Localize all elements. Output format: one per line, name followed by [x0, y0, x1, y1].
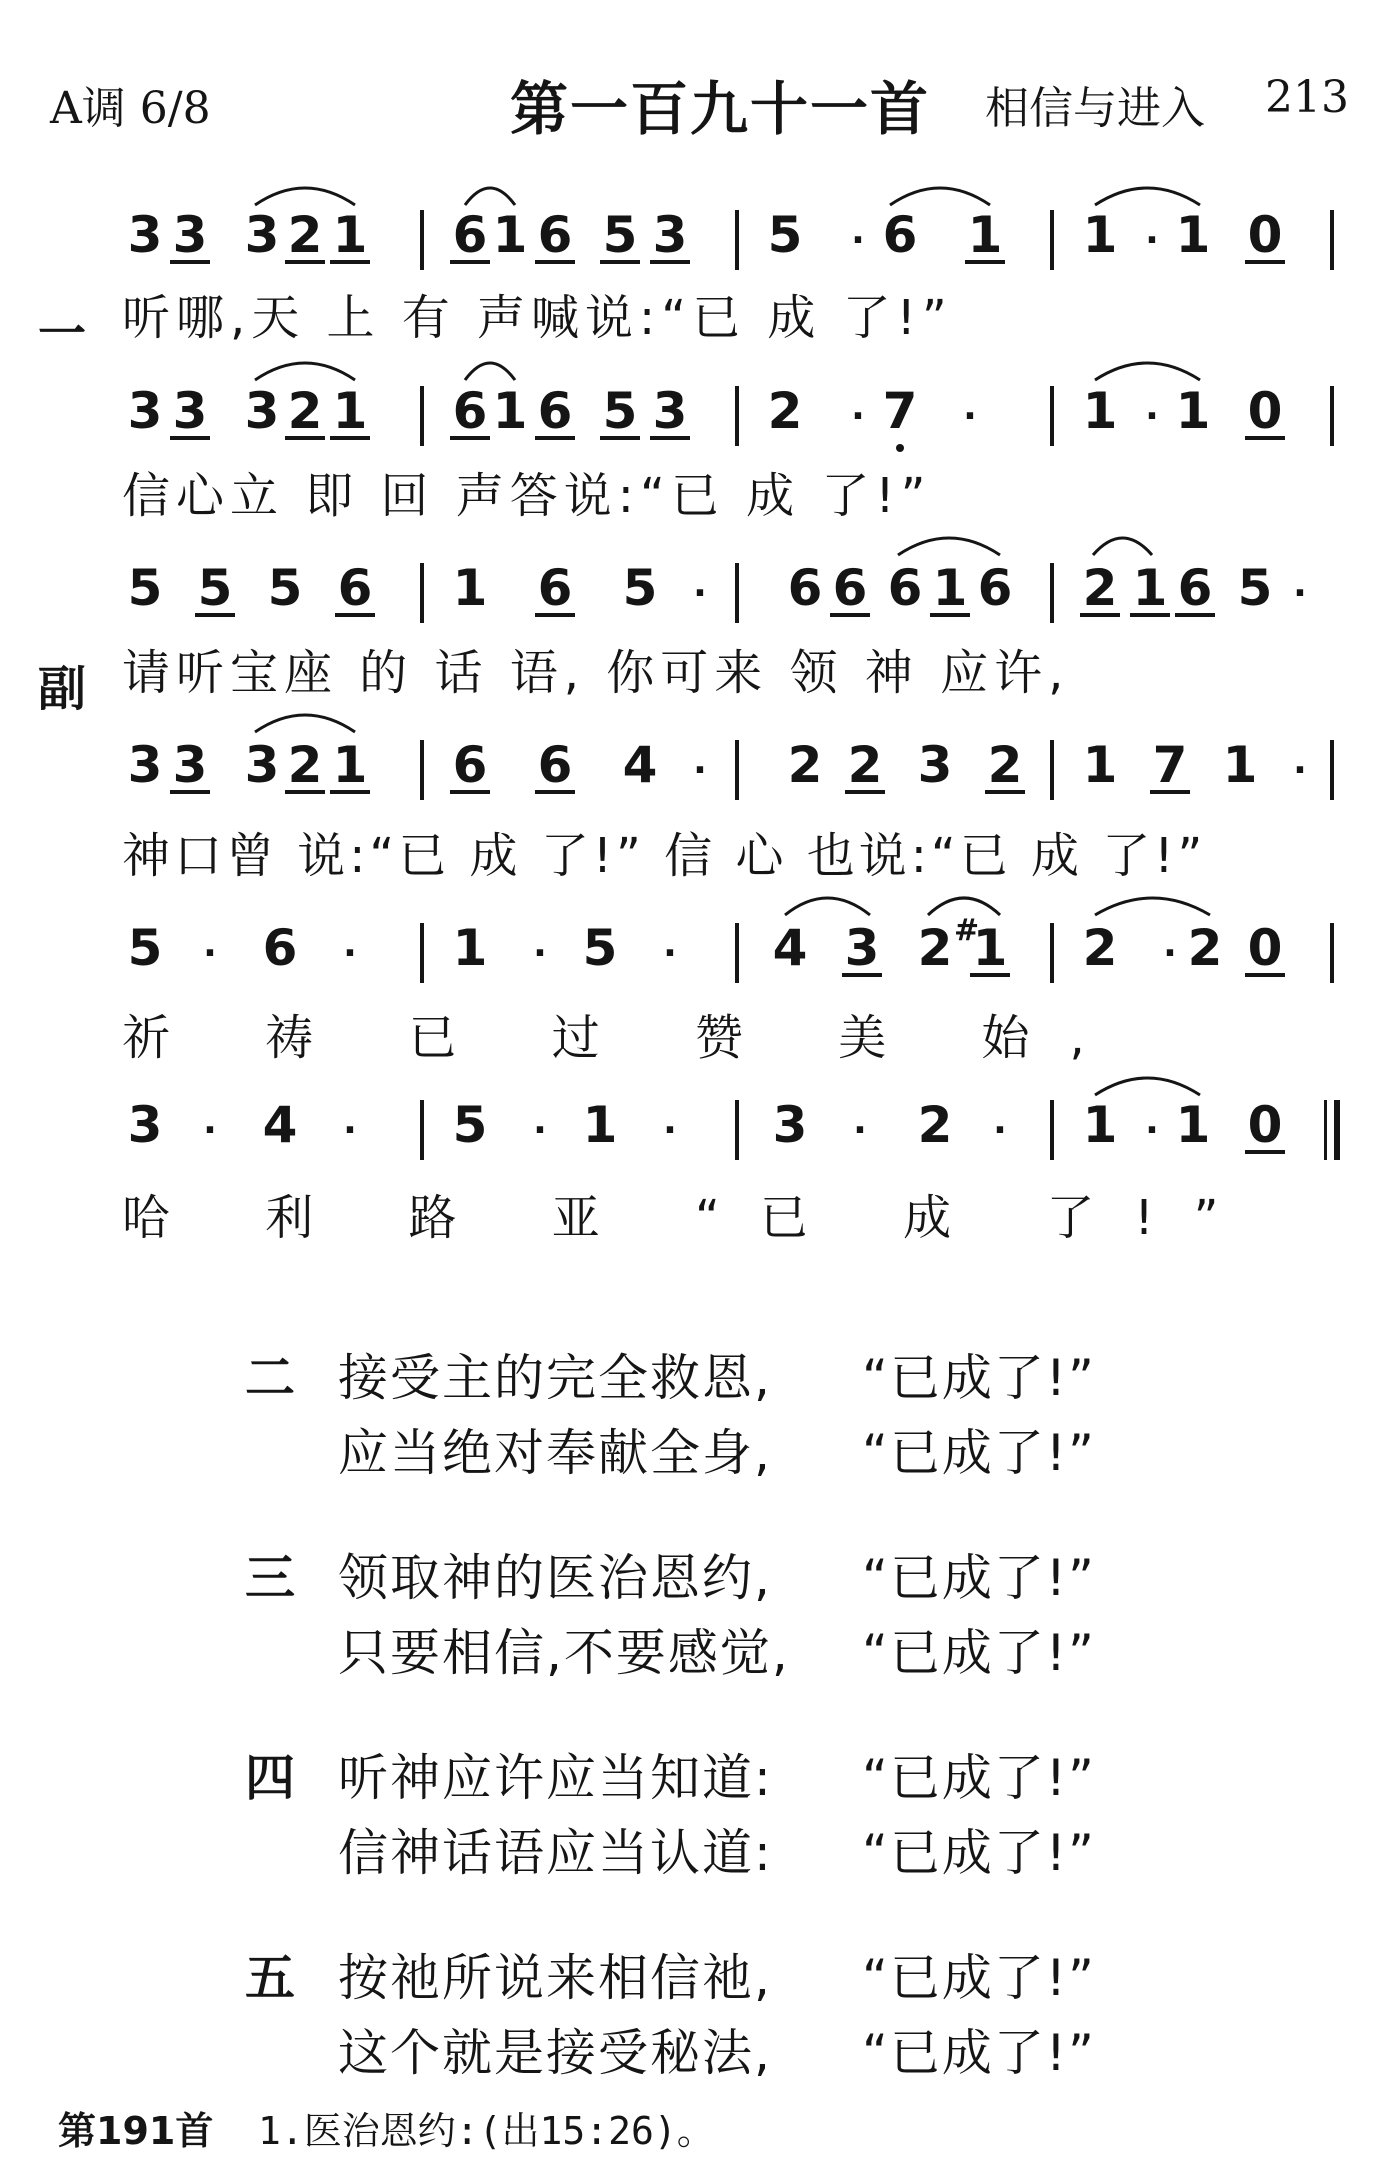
slur	[255, 715, 355, 732]
slur	[1095, 188, 1200, 205]
lyrics-row-2: 信心立 即 回 声答说:“已 成 了!”	[122, 468, 932, 524]
note: 1	[1175, 206, 1211, 264]
slur	[255, 188, 355, 205]
note: 2	[285, 740, 325, 794]
verse-label-3: 三	[245, 1549, 295, 1607]
slur	[890, 188, 990, 205]
note: 1	[1082, 736, 1118, 794]
slur	[1095, 363, 1200, 380]
lyrics-row-6: 哈 利 路 亚 “已 成 了!”	[122, 1190, 1259, 1246]
slur	[1093, 538, 1152, 555]
verse-5-refrain-2: “已成了!”	[862, 2024, 1096, 2082]
note: 3	[170, 740, 210, 794]
lyrics-row-5: 祈 祷 已 过 赞 美 始,	[122, 1010, 1125, 1066]
note: 1	[965, 210, 1005, 264]
note: 3	[127, 736, 163, 794]
note: 1	[492, 206, 528, 264]
note: 6	[450, 210, 490, 264]
sharp-sign: #	[954, 913, 980, 948]
note: 3	[170, 386, 210, 440]
note: 1	[970, 923, 1010, 977]
note: 0	[1245, 1100, 1285, 1154]
page-number: 213	[1265, 72, 1349, 123]
note: 7	[1150, 740, 1190, 794]
note: 0	[1245, 386, 1285, 440]
note: 2	[845, 740, 885, 794]
note: 3	[772, 1096, 808, 1154]
note: 2	[767, 382, 803, 440]
duration-dot: ·	[533, 1110, 547, 1151]
duration-dot: ·	[851, 396, 865, 437]
note: 3	[170, 210, 210, 264]
note: 2	[985, 740, 1025, 794]
note: 6	[787, 559, 823, 617]
verse-4-refrain-2: “已成了!”	[862, 1824, 1096, 1882]
duration-dot: ·	[851, 220, 865, 261]
note: 2	[917, 1096, 953, 1154]
verse-label-4: 四	[245, 1749, 295, 1807]
note: 3	[127, 1096, 163, 1154]
duration-dot: ·	[1293, 573, 1307, 614]
verse-5-refrain-1: “已成了!”	[862, 1949, 1096, 2007]
note: 1	[330, 210, 370, 264]
note: 1	[492, 382, 528, 440]
note: 1	[330, 740, 370, 794]
duration-dot: ·	[203, 1110, 217, 1151]
verse-3-refrain-2: “已成了!”	[862, 1624, 1096, 1682]
note: 2	[285, 210, 325, 264]
note: 5	[600, 210, 640, 264]
verse-2-line-1: 接受主的完全救恩,	[338, 1349, 772, 1407]
slur	[1095, 898, 1210, 915]
slur	[928, 898, 1000, 915]
duration-dot: ·	[963, 396, 977, 437]
note: 1	[1130, 563, 1170, 617]
note: 5	[452, 1096, 488, 1154]
note: 1	[330, 386, 370, 440]
note: 6	[535, 740, 575, 794]
duration-dot: ·	[1163, 933, 1177, 974]
note: 6	[450, 386, 490, 440]
note: 1	[1082, 206, 1118, 264]
duration-dot: ·	[1145, 396, 1159, 437]
slur	[785, 898, 870, 915]
note: 2	[787, 736, 823, 794]
note: 4	[262, 1096, 298, 1154]
slur	[465, 188, 515, 205]
note: 7	[882, 382, 918, 440]
note: 5	[600, 386, 640, 440]
duration-dot: ·	[993, 1110, 1007, 1151]
note: 3	[244, 736, 280, 794]
verse-4-line-1: 听神应许应当知道:	[338, 1749, 773, 1807]
duration-dot: ·	[853, 1110, 867, 1151]
slur	[465, 363, 515, 380]
note: 6	[450, 740, 490, 794]
note: 3	[244, 382, 280, 440]
note: 1	[1222, 736, 1258, 794]
note: 6	[887, 559, 923, 617]
note: 5	[127, 559, 163, 617]
note: 1	[930, 563, 970, 617]
note: 2	[1187, 919, 1223, 977]
verse-2-refrain-2: “已成了!”	[862, 1424, 1096, 1482]
key-signature: A调 6/8	[50, 83, 211, 134]
note: 5	[267, 559, 303, 617]
note: 5	[195, 563, 235, 617]
hymn-category: 相信与进入	[985, 83, 1205, 134]
hymn-title: 第一百九十一首	[510, 75, 931, 143]
duration-dot: ·	[1145, 1110, 1159, 1151]
note: 3	[650, 386, 690, 440]
verse-5-line-2: 这个就是接受秘法,	[338, 2024, 772, 2082]
note: 2	[1082, 919, 1118, 977]
note: 4	[622, 736, 658, 794]
duration-dot: ·	[533, 933, 547, 974]
slur	[1095, 1078, 1200, 1095]
note: 2	[1080, 563, 1120, 617]
lyrics-row-1: 听哪,天 上 有 声喊说:“已 成 了!”	[122, 290, 953, 346]
verse-2-line-2: 应当绝对奉献全身,	[338, 1424, 772, 1482]
note: 5	[767, 206, 803, 264]
note: 1	[1082, 1096, 1118, 1154]
note: 0	[1245, 210, 1285, 264]
verse-2-refrain-1: “已成了!”	[862, 1349, 1096, 1407]
note: 5	[127, 919, 163, 977]
note: 6	[262, 919, 298, 977]
slur	[255, 363, 355, 380]
note: 5	[1237, 559, 1273, 617]
note: 6	[335, 563, 375, 617]
note: 1	[1175, 382, 1211, 440]
note: 6	[882, 206, 918, 264]
verse-number-1: 一	[38, 306, 87, 362]
duration-dot: ·	[663, 1110, 677, 1151]
note: 1	[582, 1096, 618, 1154]
note: 6	[1175, 563, 1215, 617]
lyrics-row-3: 请听宝座 的 话 语, 你可来 领 神 应许,	[122, 645, 1070, 701]
note: 1	[452, 559, 488, 617]
note: 5	[622, 559, 658, 617]
note: 6	[535, 563, 575, 617]
note: 6	[977, 559, 1013, 617]
note: 1	[452, 919, 488, 977]
verse-label-5: 五	[245, 1949, 295, 2007]
duration-dot: ·	[203, 933, 217, 974]
verse-3-line-2: 只要相信,不要感觉,	[338, 1624, 790, 1682]
note: 6	[830, 563, 870, 617]
lyrics-row-4: 神口曾 说:“已 成 了!” 信 心 也说:“已 成 了!”	[122, 828, 1207, 884]
note: 3	[917, 736, 953, 794]
duration-dot: ·	[693, 573, 707, 614]
verse-label-2: 二	[245, 1349, 295, 1407]
note: 0	[1245, 923, 1285, 977]
note: 1	[1175, 1096, 1211, 1154]
verse-5-line-1: 按祂所说来相信祂,	[338, 1949, 772, 2007]
note: 2	[917, 919, 953, 977]
verse-4-line-2: 信神话语应当认道:	[338, 1824, 773, 1882]
verse-3-line-1: 领取神的医治恩约,	[338, 1549, 772, 1607]
duration-dot: ·	[1293, 750, 1307, 791]
chorus-label: 副	[38, 661, 87, 717]
verse-3-refrain-1: “已成了!”	[862, 1549, 1096, 1607]
duration-dot: ·	[1145, 220, 1159, 261]
note: 6	[535, 386, 575, 440]
slur	[898, 538, 1000, 555]
note: 3	[127, 382, 163, 440]
note: 3	[127, 206, 163, 264]
note: 5	[582, 919, 618, 977]
note: 3	[244, 206, 280, 264]
note: 2	[285, 386, 325, 440]
footnote: 1.医治恩约:(出15:26)。	[258, 2109, 715, 2153]
note: 4	[772, 919, 808, 977]
duration-dot: ·	[343, 1110, 357, 1151]
duration-dot: ·	[693, 750, 707, 791]
hymn-number: 第191首	[58, 2109, 214, 2153]
note: 3	[842, 923, 882, 977]
duration-dot: ·	[663, 933, 677, 974]
note: 3	[650, 210, 690, 264]
duration-dot: ·	[343, 933, 357, 974]
verse-4-refrain-1: “已成了!”	[862, 1749, 1096, 1807]
note: 6	[535, 210, 575, 264]
note: 1	[1082, 382, 1118, 440]
